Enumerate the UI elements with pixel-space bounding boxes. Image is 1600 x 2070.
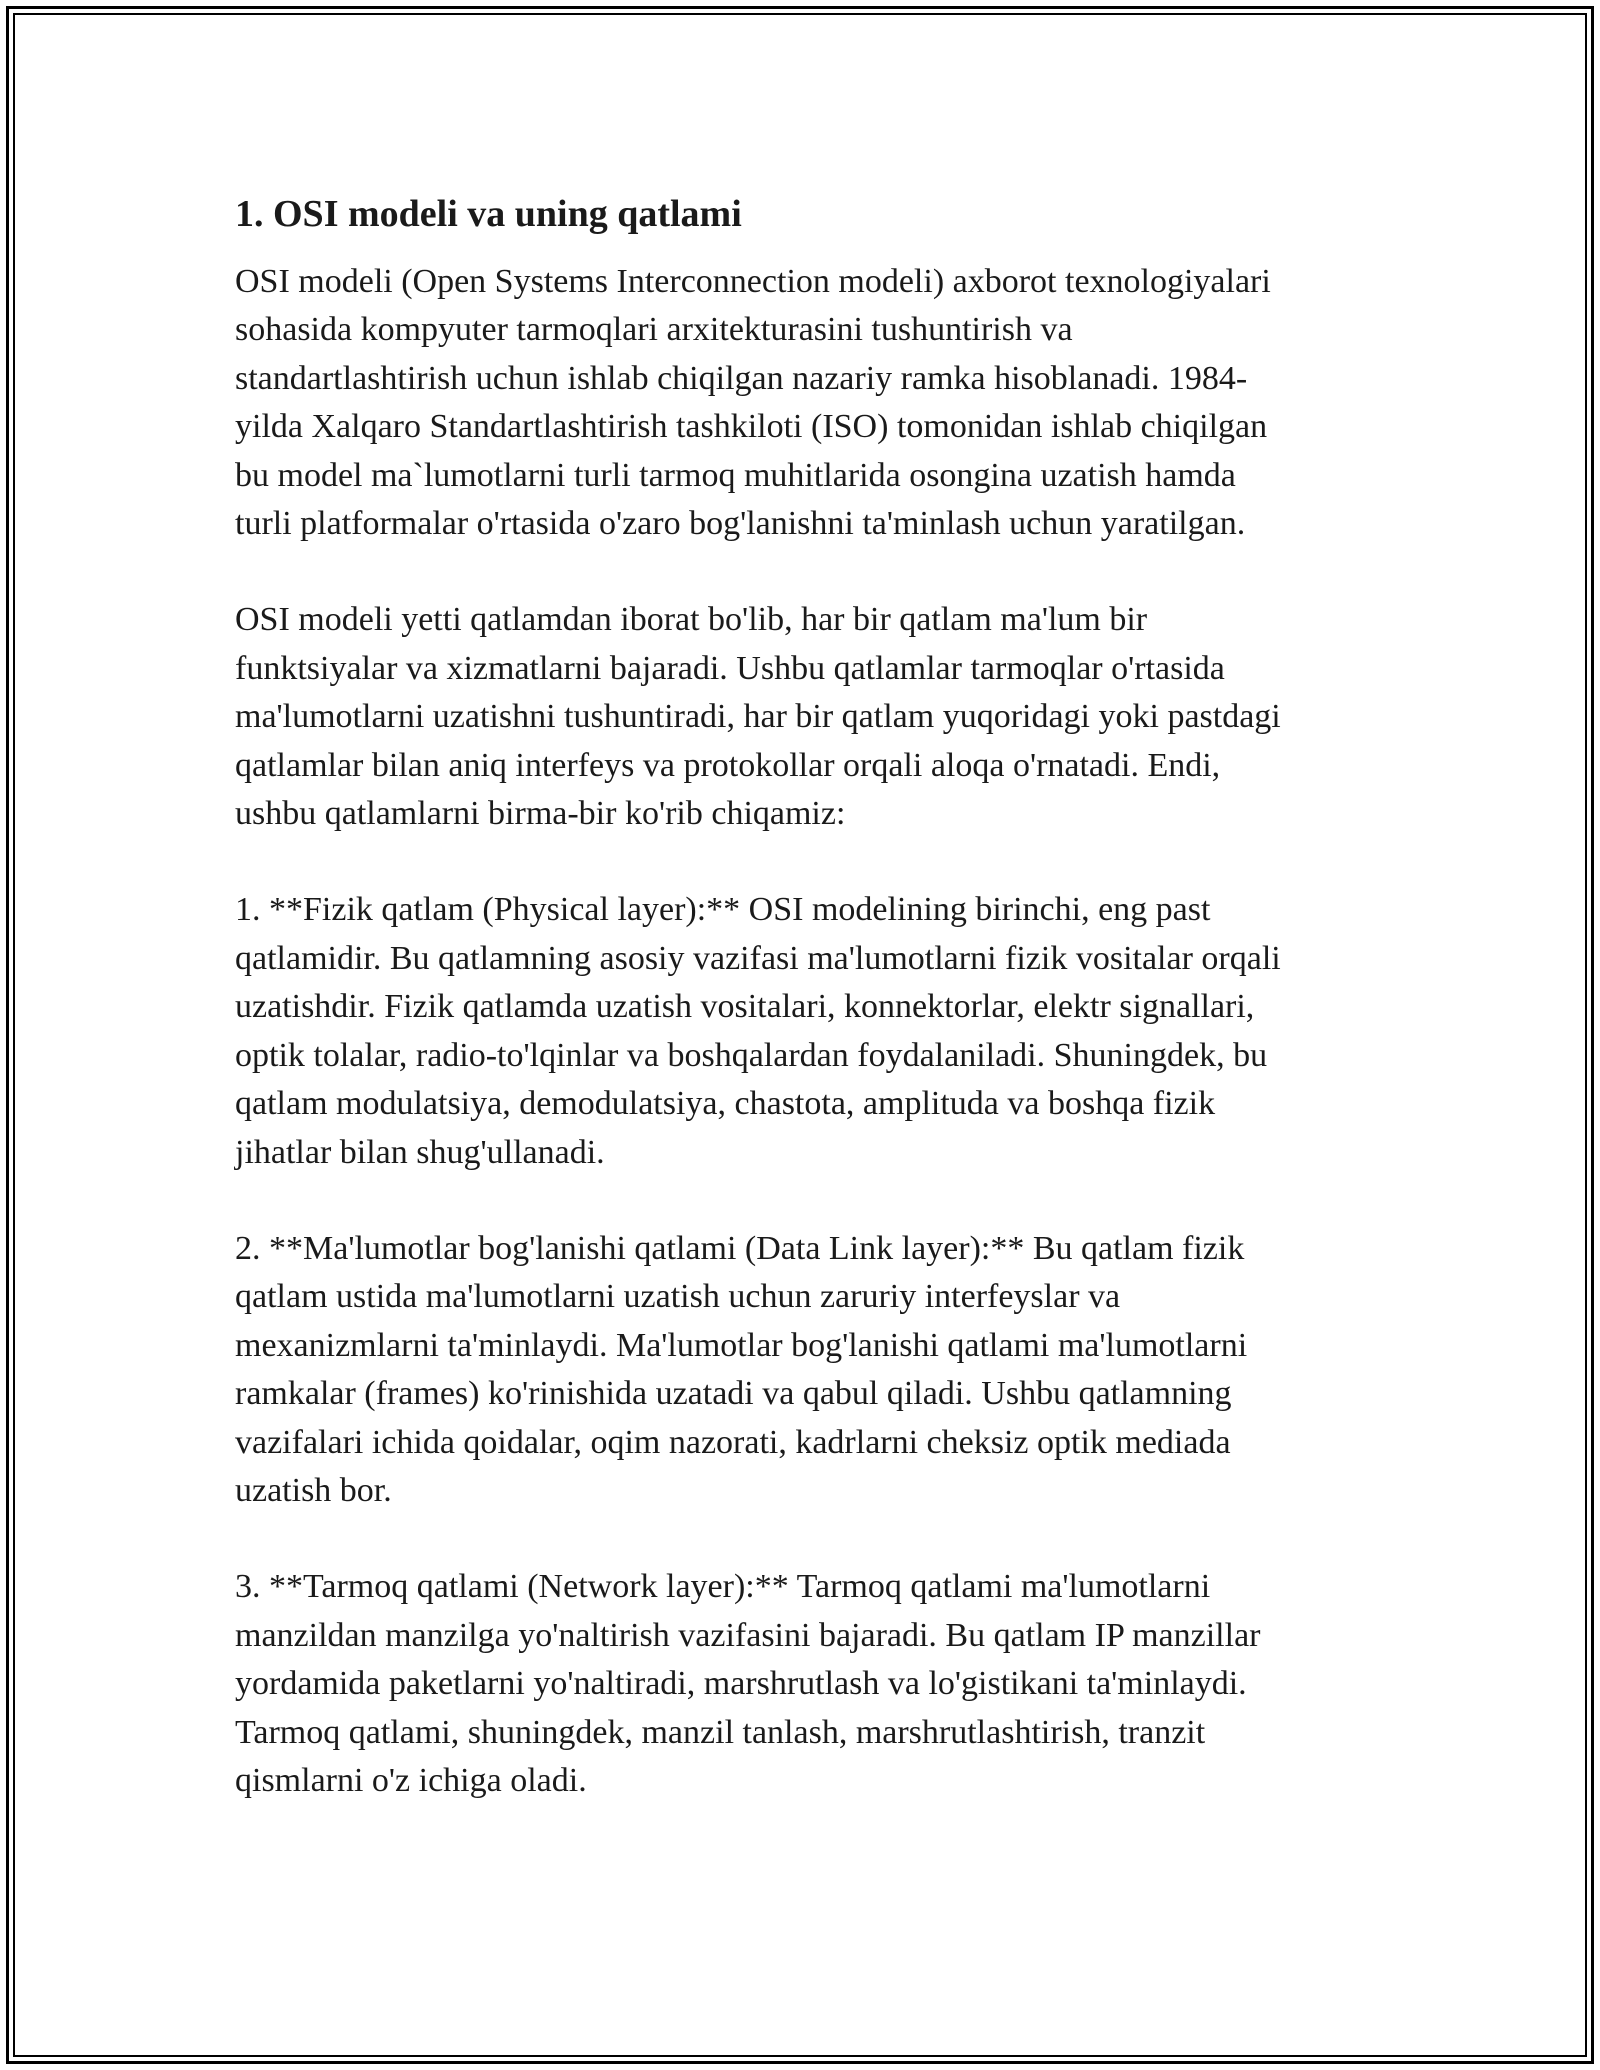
paragraph-physical-layer: 1. **Fizik qatlam (Physical layer):** OSI modelining birinchi, eng past qatlamidir. Bu qatlamning asosiy vazifasi ma'lumotlarni fizik vositalar orqali uzatishdir. Fizik qatlamda uzatish vositalari, konnektorlar, elektr signallari, optik tolalar, radio-to'lqinlar va boshqalardan foydalaniladi. Shuningdek, bu qatlam modulatsiya, demodulatsiya, chastota, amplituda va boshqa fizik jihatlar bilan shug'ullanadi. [235, 891, 1281, 1171]
paragraph-network-layer: 3. **Tarmoq qatlami (Network layer):** Tarmoq qatlami ma'lumotlarni manzildan manzilga yo'naltirish vazifasini bajaradi. Bu qatlam IP manzillar yordamida paketlarni yo'naltiradi, marshrutlash va lo'gistikani ta'minlaydi. Tarmoq qatlami, shuningdek, manzil tanlash, marshrutlashtirish, tranzit qismlarni o'z ichiga oladi. [235, 1568, 1261, 1799]
paragraph-intro: OSI modeli (Open Systems Interconnection modeli) axborot texnologiyalari sohasida kompyuter tarmoqlari arxitekturasini tushuntirish va standartlashtirish uchun ishlab chiqilgan nazariy ramka hisoblanadi. 1984- yilda Xalqaro Standartlashtirish tashkiloti (ISO) tomonidan ishlab chiqilgan bu model ma`lumotlarni turli tarmoq muhitlarida osongina uzatish hamda turli platformalar o'rtasida o'zaro bog'lanishni ta'minlash uchun yaratilgan. [235, 263, 1271, 543]
paragraph-data-link-layer: 2. **Ma'lumotlar bog'lanishi qatlami (Data Link layer):** Bu qatlam fizik qatlam ustida ma'lumotlarni uzatish uchun zaruriy interfeyslar va mexanizmlarni ta'minlaydi. Ma'lumotlar bog'lanishi qatlami ma'lumotlarni ramkalar (frames) ko'rinishida uzatadi va qabul qiladi. Ushbu qatlamning vazifalari ichida qoidalar, oqim nazorati, kadrlarni cheksiz optik mediada uzatish bor. [235, 1229, 1248, 1509]
document-body [235, 190, 1385, 1853]
paragraph-layers-overview: OSI modeli yetti qatlamdan iborat bo'lib, har bir qatlam ma'lum bir funktsiyalar va xizmatlarni bajaradi. Ushbu qatlamlar tarmoqlar o'rtasida ma'lumotlarni uzatishni tushuntiradi, har bir qatlam yuqoridagi yoki pastdagi qatlamlar bilan aniq interfeys va protokollar orqali aloqa o'rnatadi. Endi, ushbu qatlamlarni birma-bir ko'rib chiqamiz: [235, 601, 1281, 833]
document-title: 1. OSI modeli va uning qatlami [235, 193, 742, 235]
